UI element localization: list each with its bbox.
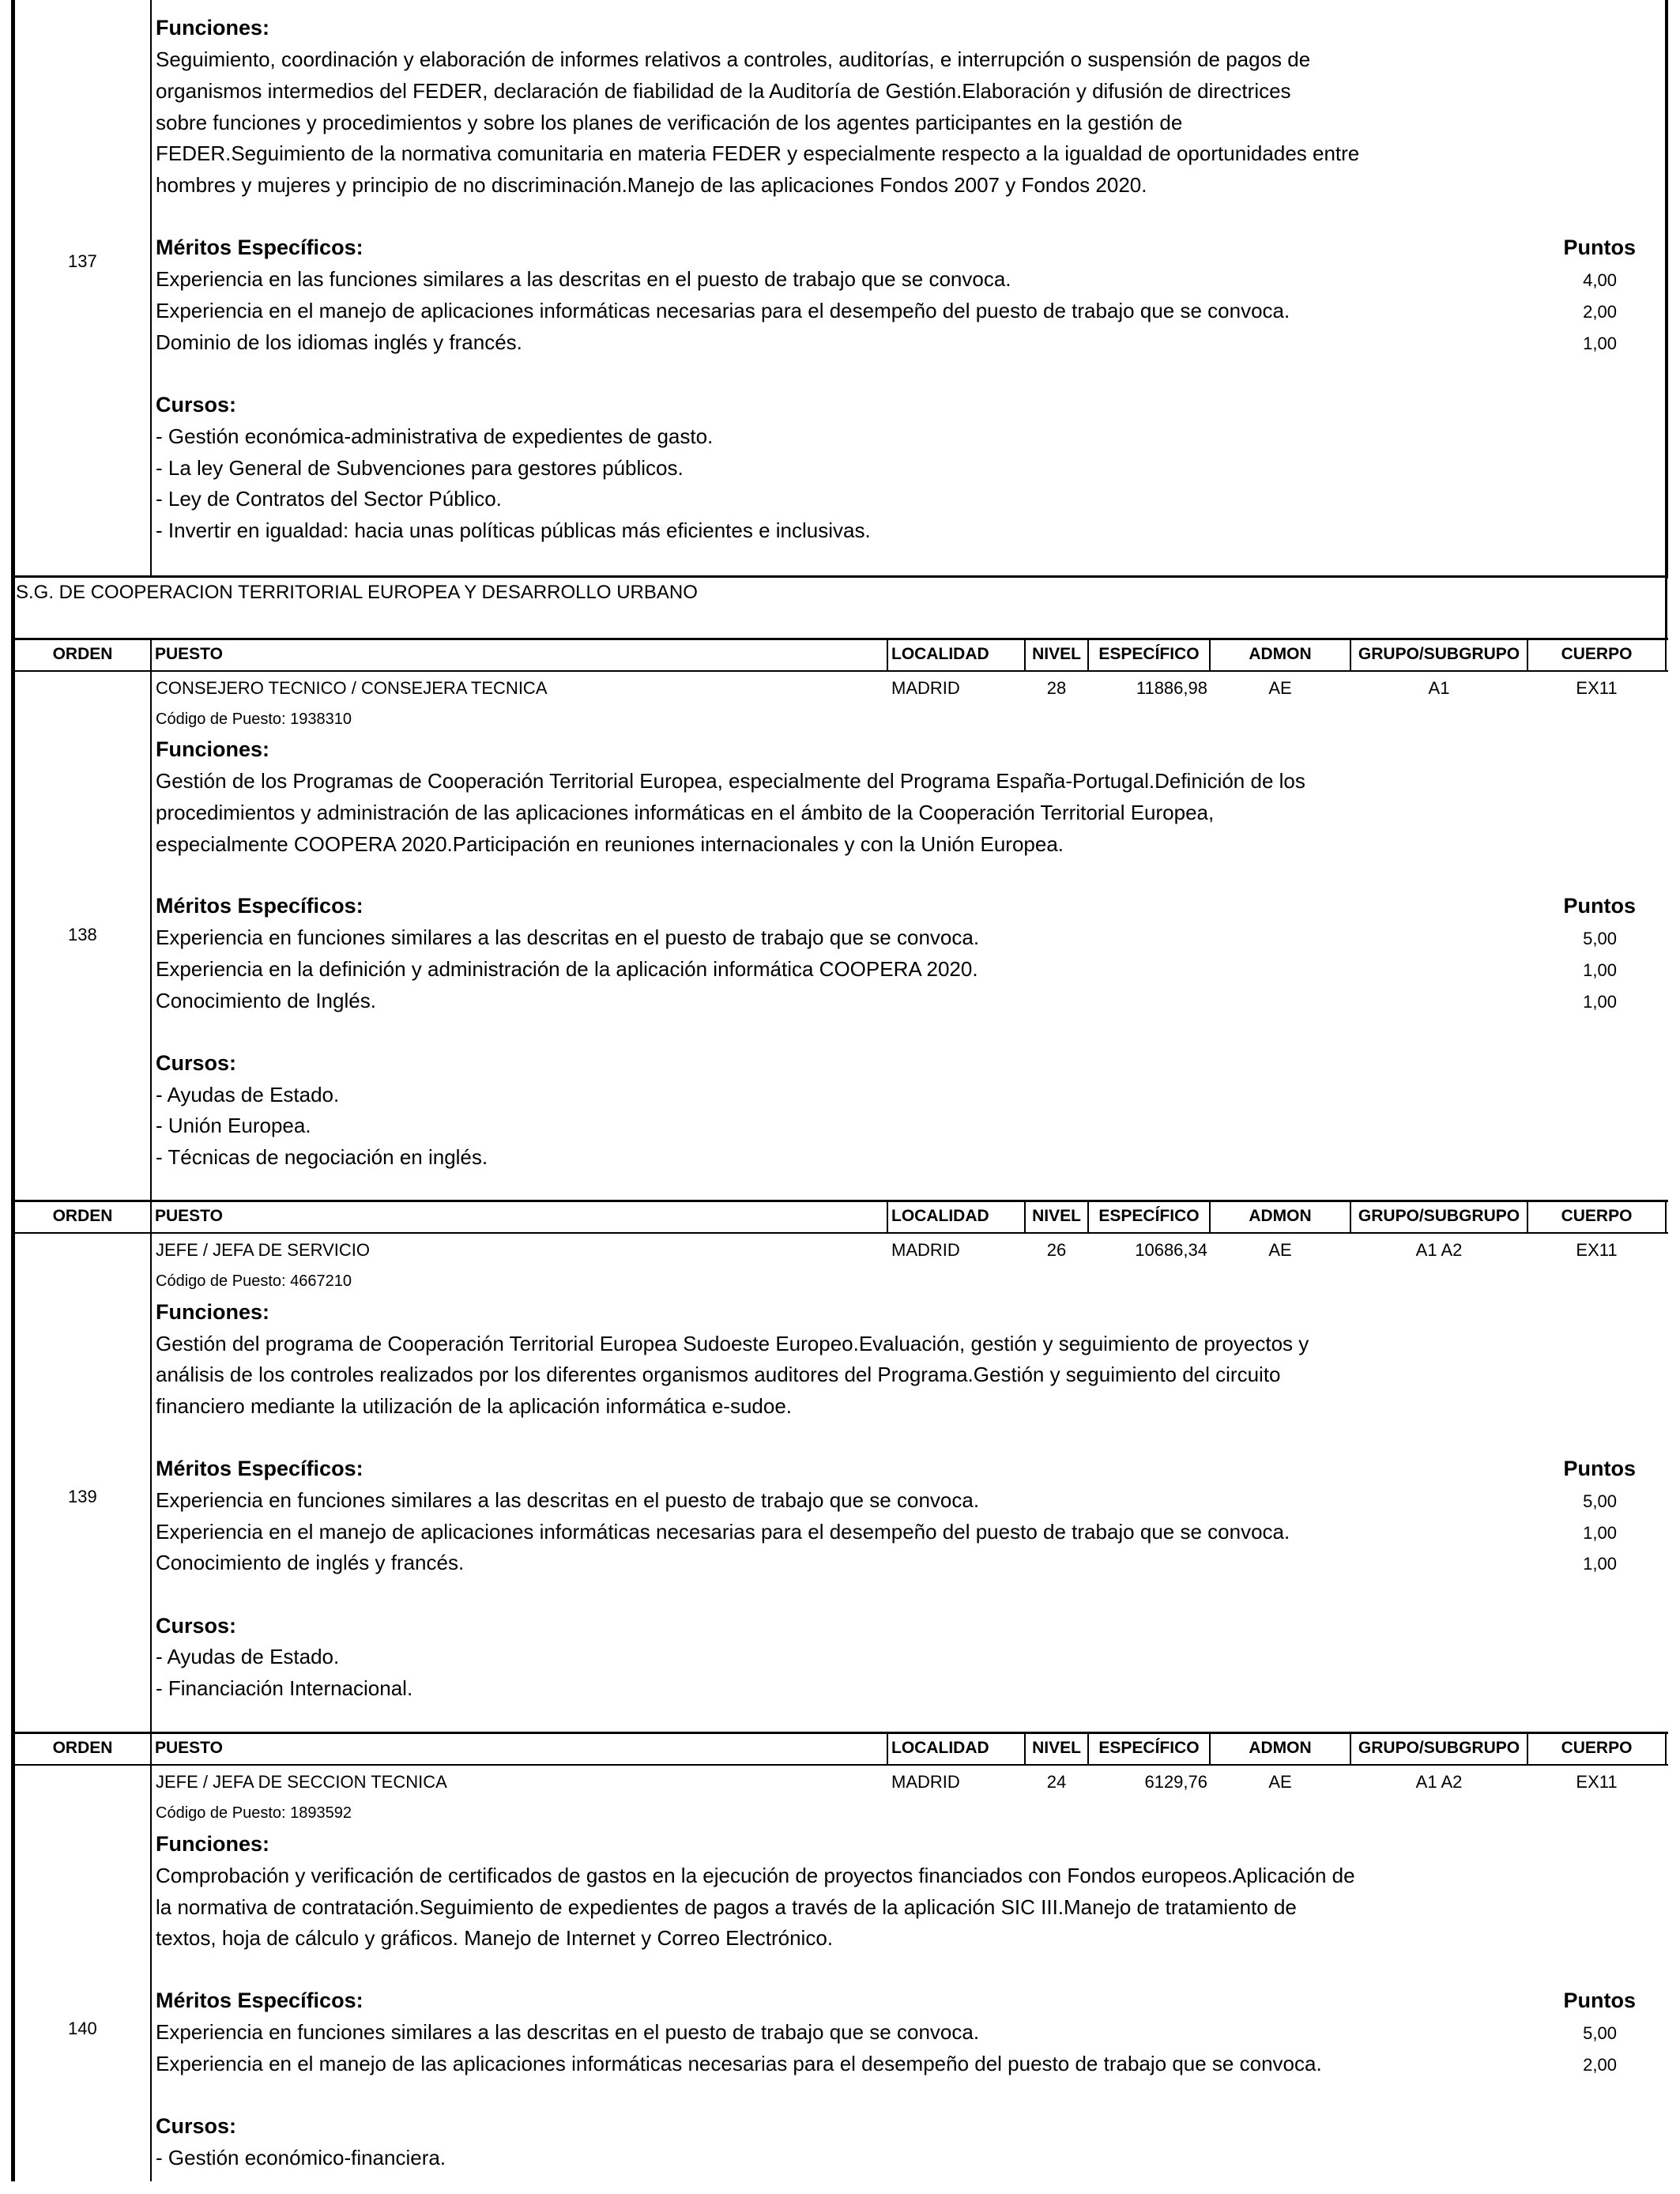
localidad-value: MADRID — [891, 678, 960, 698]
localidad-value: MADRID — [891, 1240, 960, 1260]
header-grupo: GRUPO/SUBGRUPO — [1358, 1739, 1520, 1757]
curso-line: - Ayudas de Estado. — [156, 1083, 340, 1106]
merito-line: Experiencia en funciones similares a las descritas en el puesto de trabajo que se convoca. — [156, 925, 980, 949]
header-divider — [1024, 1201, 1026, 1233]
orden-number: 140 — [68, 2019, 97, 2038]
funciones-label: Funciones: — [156, 16, 270, 40]
merito-points: 5,00 — [1583, 1491, 1617, 1511]
header-divider — [1527, 639, 1528, 671]
merito-line: Conocimiento de inglés y francés. — [156, 1551, 465, 1574]
funciones-line: hombres y mujeres y principio de no discriminación.Manejo de las aplicaciones Fondos 2007 y Fondos 2020. — [156, 173, 1147, 197]
admon-value: AE — [1268, 1772, 1292, 1792]
admon-value: AE — [1268, 678, 1292, 698]
header-especifico: ESPECÍFICO — [1098, 1739, 1200, 1757]
merito-points: 1,00 — [1583, 334, 1617, 353]
header-orden: ORDEN — [52, 1207, 113, 1225]
grupo-value: A1 — [1428, 678, 1450, 698]
merito-line: Conocimiento de Inglés. — [156, 989, 376, 1012]
header-bottom-line — [11, 1232, 1668, 1234]
header-cuerpo: CUERPO — [1561, 645, 1633, 663]
funciones-line: la normativa de contratación.Seguimiento de expedientes de pagos a través de la aplicación SIC III.Manejo de tratamiento de — [156, 1895, 1297, 1919]
funciones-line: textos, hoja de cálculo y gráficos. Manejo de Internet y Correo Electrónico. — [156, 1926, 833, 1950]
funciones-label: Funciones: — [156, 1832, 270, 1856]
header-divider — [1527, 1201, 1528, 1233]
funciones-line: financiero mediante la utilización de la aplicación informática e-sudoe. — [156, 1394, 793, 1418]
nivel-value: 24 — [1046, 1772, 1067, 1792]
cuerpo-value: EX11 — [1576, 1772, 1618, 1792]
header-localidad: LOCALIDAD — [891, 645, 989, 663]
merito-points: 1,00 — [1583, 1523, 1617, 1543]
funciones-label: Funciones: — [156, 1300, 270, 1324]
merito-points: 5,00 — [1583, 2023, 1617, 2043]
header-divider — [1665, 639, 1667, 671]
header-bottom-line — [11, 670, 1668, 672]
puntos-label: Puntos — [1563, 236, 1636, 259]
merito-points: 5,00 — [1583, 929, 1617, 948]
merito-line: Experiencia en funciones similares a las descritas en el puesto de trabajo que se convoca. — [156, 1488, 980, 1512]
merito-line: Experiencia en el manejo de aplicaciones informáticas necesarias para el desempeño del puesto de trabajo que se convoca. — [156, 1520, 1290, 1544]
funciones-line: sobre funciones y procedimientos y sobre los planes de verificación de los agentes participantes en la gestión de — [156, 111, 1183, 134]
merito-line: Dominio de los idiomas inglés y francés. — [156, 330, 522, 354]
orden-column-divider — [150, 1201, 152, 1732]
header-divider — [1527, 1732, 1528, 1765]
header-cuerpo: CUERPO — [1561, 1739, 1633, 1757]
header-divider — [1209, 1732, 1211, 1765]
funciones-line: organismos intermedios del FEDER, declaración de fiabilidad de la Auditoría de Gestión.Elaboración y difusión de directrices — [156, 79, 1291, 103]
merito-points: 1,00 — [1583, 960, 1617, 980]
nivel-value: 28 — [1046, 678, 1067, 698]
header-divider — [887, 1732, 888, 1765]
header-especifico: ESPECÍFICO — [1098, 1207, 1200, 1225]
orden-column-divider — [150, 0, 152, 575]
header-orden: ORDEN — [52, 645, 113, 663]
header-admon: ADMON — [1249, 1207, 1312, 1225]
localidad-value: MADRID — [891, 1772, 960, 1792]
header-especifico: ESPECÍFICO — [1098, 645, 1200, 663]
table-right-border — [1665, 0, 1668, 579]
header-nivel: NIVEL — [1032, 645, 1081, 663]
nivel-value: 26 — [1046, 1240, 1067, 1260]
funciones-line: Seguimiento, coordinación y elaboración de informes relativos a controles, auditorías, e interrupción o suspensión de pagos de — [156, 47, 1311, 71]
merito-points: 4,00 — [1583, 270, 1617, 290]
grupo-value: A1 A2 — [1415, 1240, 1463, 1260]
orden-number: 137 — [68, 251, 97, 271]
header-divider — [1350, 639, 1351, 671]
header-nivel: NIVEL — [1032, 1739, 1081, 1757]
curso-line: - Invertir en igualdad: hacia unas políticas públicas más eficientes e inclusivas. — [156, 518, 871, 542]
curso-line: - Técnicas de negociación en inglés. — [156, 1145, 488, 1169]
puesto-name: JEFE / JEFA DE SERVICIO — [156, 1240, 371, 1260]
cursos-label: Cursos: — [156, 1614, 237, 1638]
funciones-line: Comprobación y verificación de certificados de gastos en la ejecución de proyectos financiados con Fondos europeos.Aplicación de — [156, 1864, 1355, 1887]
merito-points: 1,00 — [1583, 992, 1617, 1012]
puesto-name: JEFE / JEFA DE SECCION TECNICA — [156, 1772, 447, 1792]
merito-line: Experiencia en el manejo de las aplicaciones informáticas necesarias para el desempeño del puesto de trabajo que se convoca. — [156, 2052, 1322, 2075]
orden-column-divider — [150, 1732, 152, 2181]
header-divider — [1087, 1201, 1089, 1233]
funciones-line: Gestión del programa de Cooperación Territorial Europea Sudoeste Europeo.Evaluación, gestión y seguimiento de proyectos y — [156, 1332, 1309, 1355]
funciones-line: FEDER.Seguimiento de la normativa comunitaria en materia FEDER y especialmente respecto a la igualdad de oportunidades entre — [156, 141, 1360, 165]
codigo-puesto: Código de Puesto: 4667210 — [156, 1272, 352, 1290]
curso-line: - Financiación Internacional. — [156, 1676, 413, 1700]
puesto-name: CONSEJERO TECNICO / CONSEJERA TECNICA — [156, 678, 548, 698]
cursos-label: Cursos: — [156, 393, 237, 417]
funciones-line: especialmente COOPERA 2020.Participación en reuniones internacionales y con la Unión Europea. — [156, 832, 1064, 856]
merito-line: Experiencia en la definición y administración de la aplicación informática COOPERA 2020. — [156, 957, 978, 981]
codigo-puesto: Código de Puesto: 1938310 — [156, 711, 352, 728]
curso-line: - Ayudas de Estado. — [156, 1645, 340, 1668]
especifico-value: 10686,34 — [1135, 1240, 1207, 1260]
grupo-value: A1 A2 — [1415, 1772, 1463, 1792]
merito-points: 2,00 — [1583, 2055, 1617, 2075]
meritos-label: Méritos Específicos: — [156, 236, 363, 259]
orden-number: 138 — [68, 925, 97, 944]
curso-line: - Unión Europea. — [156, 1114, 311, 1137]
admon-value: AE — [1268, 1240, 1292, 1260]
header-bottom-line — [11, 1764, 1668, 1766]
curso-line: - La ley General de Subvenciones para gestores públicos. — [156, 456, 684, 480]
header-nivel: NIVEL — [1032, 1207, 1081, 1225]
header-divider — [1209, 1201, 1211, 1233]
header-divider — [887, 639, 888, 671]
header-puesto: PUESTO — [155, 1739, 223, 1757]
meritos-label: Méritos Específicos: — [156, 894, 363, 918]
header-localidad: LOCALIDAD — [891, 1207, 989, 1225]
header-divider — [887, 1201, 888, 1233]
meritos-label: Méritos Específicos: — [156, 1989, 363, 2012]
puntos-label: Puntos — [1563, 1457, 1636, 1480]
especifico-value: 6129,76 — [1144, 1772, 1207, 1792]
cuerpo-value: EX11 — [1576, 1240, 1618, 1260]
header-divider — [1087, 639, 1089, 671]
section-title: S.G. DE COOPERACION TERRITORIAL EUROPEA Y DESARROLLO URBANO — [16, 582, 698, 603]
merito-line: Experiencia en el manejo de aplicaciones informáticas necesarias para el desempeño del puesto de trabajo que se convoca. — [156, 299, 1290, 322]
cuerpo-value: EX11 — [1576, 678, 1618, 698]
funciones-line: Gestión de los Programas de Cooperación Territorial Europea, especialmente del Programa España-Portugal.Definición de los — [156, 769, 1305, 793]
header-grupo: GRUPO/SUBGRUPO — [1358, 645, 1520, 663]
header-divider — [1350, 1201, 1351, 1233]
merito-line: Experiencia en las funciones similares a las descritas en el puesto de trabajo que se convoca. — [156, 267, 1011, 291]
cursos-label: Cursos: — [156, 1051, 237, 1075]
header-puesto: PUESTO — [155, 1207, 223, 1225]
header-divider — [1665, 1201, 1667, 1233]
meritos-label: Méritos Específicos: — [156, 1457, 363, 1480]
header-cuerpo: CUERPO — [1561, 1207, 1633, 1225]
header-puesto: PUESTO — [155, 645, 223, 663]
merito-points: 1,00 — [1583, 1554, 1617, 1574]
funciones-line: procedimientos y administración de las aplicaciones informáticas en el ámbito de la Cooperación Territorial Europea, — [156, 801, 1215, 824]
header-divider — [1087, 1732, 1089, 1765]
header-divider — [1209, 639, 1211, 671]
header-divider — [1024, 639, 1026, 671]
header-orden: ORDEN — [52, 1739, 113, 1757]
header-divider — [1665, 1732, 1667, 1765]
puntos-label: Puntos — [1563, 894, 1636, 918]
header-admon: ADMON — [1249, 645, 1312, 663]
table-left-border — [11, 0, 15, 2181]
funciones-label: Funciones: — [156, 737, 270, 761]
header-grupo: GRUPO/SUBGRUPO — [1358, 1207, 1520, 1225]
orden-column-divider — [150, 639, 152, 1200]
merito-line: Experiencia en funciones similares a las descritas en el puesto de trabajo que se convoca. — [156, 2020, 980, 2044]
curso-line: - Ley de Contratos del Sector Público. — [156, 487, 502, 511]
codigo-puesto: Código de Puesto: 1893592 — [156, 1804, 352, 1822]
curso-line: - Gestión económico-financiera. — [156, 2146, 446, 2169]
funciones-line: análisis de los controles realizados por los diferentes organismos auditores del Programa.Gestión y seguimiento del circuito — [156, 1363, 1281, 1386]
especifico-value: 11886,98 — [1136, 678, 1207, 698]
puntos-label: Puntos — [1563, 1989, 1636, 2012]
header-localidad: LOCALIDAD — [891, 1739, 989, 1757]
section-right-border — [1665, 575, 1667, 639]
cursos-label: Cursos: — [156, 2114, 237, 2138]
curso-line: - Gestión económica-administrativa de expedientes de gasto. — [156, 424, 714, 448]
orden-number: 139 — [68, 1487, 97, 1506]
merito-points: 2,00 — [1583, 302, 1617, 322]
header-admon: ADMON — [1249, 1739, 1312, 1757]
header-divider — [1024, 1732, 1026, 1765]
header-divider — [1350, 1732, 1351, 1765]
